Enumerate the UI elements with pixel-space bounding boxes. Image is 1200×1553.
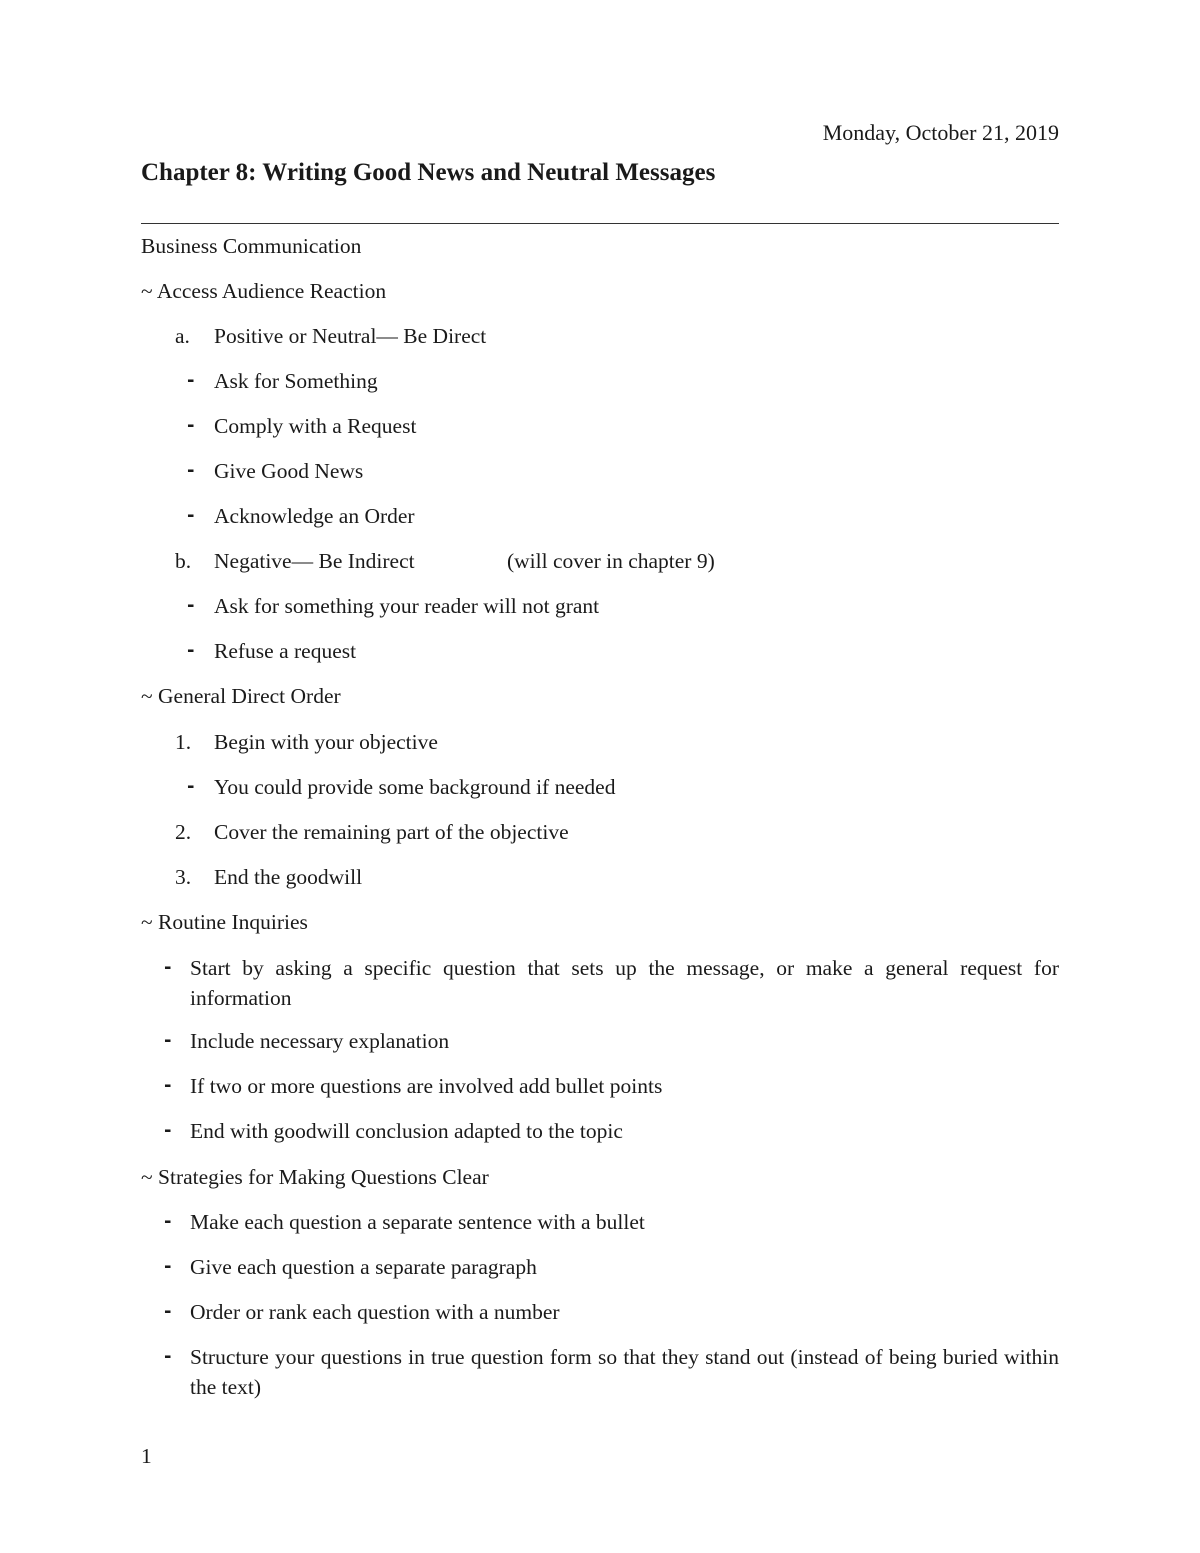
document-date: Monday, October 21, 2019: [822, 120, 1059, 145]
dash-bullet: -: [164, 1075, 172, 1096]
list-marker: 3.: [175, 865, 192, 889]
list-item: Cover the remaining part of the objective: [214, 820, 569, 844]
list-item: Give Good News: [214, 459, 364, 483]
dash-bullet: -: [164, 1301, 172, 1322]
list-item: End with goodwill conclusion adapted to the topic: [190, 1119, 623, 1143]
list-item: Refuse a request: [214, 639, 357, 663]
section-heading: ~ Strategies for Making Questions Clear: [141, 1165, 489, 1189]
dash-bullet: -: [187, 595, 195, 616]
document-title: Chapter 8: Writing Good News and Neutral Messages: [141, 159, 716, 186]
list-item: Begin with your objective: [214, 730, 438, 754]
dash-bullet: -: [164, 1346, 172, 1367]
page-number: 1: [141, 1444, 152, 1468]
dash-bullet: -: [164, 1030, 172, 1051]
list-marker: a.: [175, 324, 190, 348]
dash-bullet: -: [164, 1211, 172, 1232]
dash-bullet: -: [164, 1120, 172, 1141]
list-marker: 2.: [175, 820, 192, 844]
list-marker: b.: [175, 549, 192, 573]
list-item: Positive or Neutral— Be Direct: [214, 324, 487, 348]
list-item: Ask for something your reader will not grant: [214, 594, 600, 618]
list-marker: 1.: [175, 730, 192, 754]
list-item: Structure your questions in true question form so that they stand out (instead of being buried within the text): [190, 1345, 1059, 1399]
dash-bullet: -: [164, 1256, 172, 1277]
title-divider: [141, 223, 1059, 224]
dash-bullet: -: [187, 505, 195, 526]
list-item: You could provide some background if needed: [214, 775, 616, 799]
dash-bullet: -: [187, 640, 195, 661]
list-item: If two or more questions are involved add bullet points: [190, 1074, 663, 1098]
section-heading: ~ General Direct Order: [141, 684, 341, 708]
list-item: Include necessary explanation: [190, 1029, 450, 1053]
section-heading: ~ Routine Inquiries: [141, 910, 308, 934]
dash-bullet: -: [187, 415, 195, 436]
dash-bullet: -: [187, 460, 195, 481]
dash-bullet: -: [187, 776, 195, 797]
list-item: Negative— Be Indirect: [214, 549, 415, 573]
list-item: Comply with a Request: [214, 414, 417, 438]
list-item: Ask for Something: [214, 369, 378, 393]
list-item: Give each question a separate paragraph: [190, 1255, 537, 1279]
dash-bullet: -: [187, 370, 195, 391]
list-item: Make each question a separate sentence with a bullet: [190, 1210, 645, 1234]
dash-bullet: -: [164, 957, 172, 978]
list-item: Start by asking a specific question that sets up the message, or make a general request for information: [190, 956, 1059, 1010]
list-item: Order or rank each question with a number: [190, 1300, 560, 1324]
section-heading: ~ Access Audience Reaction: [141, 279, 387, 303]
list-item: End the goodwill: [214, 865, 363, 889]
list-item-note: (will cover in chapter 9): [507, 549, 715, 573]
list-item: Acknowledge an Order: [214, 504, 415, 528]
course-name: Business Communication: [141, 234, 362, 258]
